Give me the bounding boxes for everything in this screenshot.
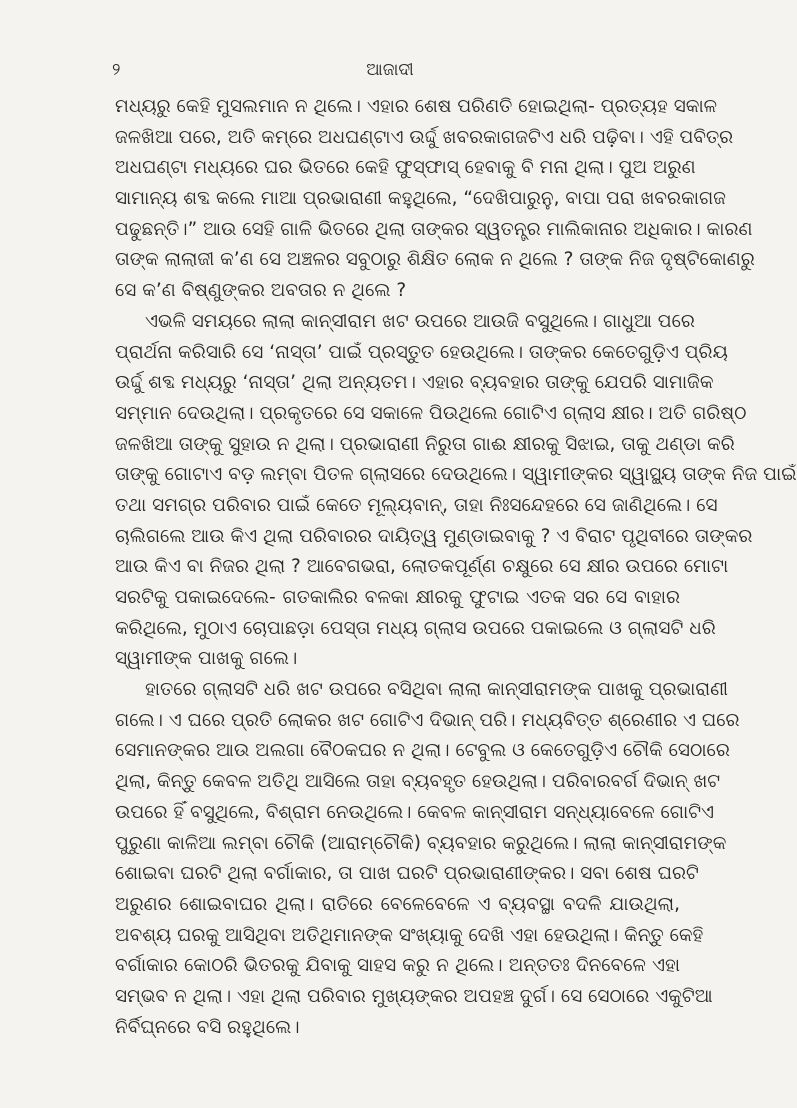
running-title: ଆଜାଦୀ	[366, 60, 414, 80]
text-line: ସେମାନଙ୍କର ଆଉ ଅଲଗା ବୈଠକଘର ନ ଥିଲା। ଟେବୁଲ ଓ କେତେଗୁଡ଼ିଏ ଚୌକି ସେଠାରେ	[115, 740, 730, 762]
text-line: ପ୍ରାର୍ଥନା କରିସାରି ସେ ‘ନାସ୍ତା’ ପାଇଁ ପ୍ରସ୍ତୁତ ହେଉଥିଲେ। ତାଙ୍କର କେତେଗୁଡ଼ିଏ ପ୍ରିୟ	[115, 341, 728, 363]
text-line: ତାଙ୍କ ଲାଲାଜୀ କ’ଣ ସେ ଅଞ୍ଚଳର ସବୁଠାରୁ ଶିକ୍ଷିତ ଲୋକ ନ ଥିଲେ ? ତାଙ୍କ ନିଜ ଦୃଷ୍ଟିକୋଣରୁ	[115, 249, 755, 271]
text-line: ଆଉ କିଏ ବା ନିଜର ଥିଲା ? ଆବେଗଭରା, ଲୋତକପୂର୍ଣ୍ଣ ଚକ୍ଷୁରେ ସେ କ୍ଷୀର ଉପରେ ମୋଟା	[115, 556, 729, 578]
text-line: ତାଙ୍କୁ ଗୋଟାଏ ବଡ଼ ଲମ୍ବା ପିତଳ ଗ୍ଲାସରେ ଦେଉଥିଲେ। ସ୍ୱାମୀଙ୍କର ସ୍ୱାସ୍ଥ୍ୟ ତାଙ୍କ ନିଜ ପାଇଁ	[115, 464, 797, 486]
text-line: ଥିଲା, କିନ୍ତୁ କେବଳ ଅତିଥି ଆସିଲେ ତାହା ବ୍ୟବହୃତ ହେଉଥିଲା। ପରିବାରବର୍ଗ ଦିଭାନ୍ ଖଟ	[115, 771, 721, 793]
text-line: ସରଟିକୁ ପକାଇଦେଲେ- ଗତକାଲିର ବଳକା କ୍ଷୀରକୁ ଫୁଟାଇ ଏତକ ସର ସେ ବାହାର	[115, 587, 680, 608]
text-line: ସମ୍ଭବ ନ ଥିଲା। ଏହା ଥିଲା ପରିବାର ମୁଖ୍ୟଙ୍କର ଅପହଞ୍ଚ ଦୁର୍ଗ। ସେ ସେଠାରେ ଏକୁଟିଆ	[115, 985, 713, 1007]
page-number: ୨	[112, 60, 121, 80]
text-line: ସାମାନ୍ୟ ଶବ୍ଦ କଲେ ମାଆ ପ୍ରଭାରାଣୀ କହୁଥିଲେ, “ଦେଖିପାରୁନୁ, ବାପା ପରା ଖବରକାଗଜ	[115, 188, 726, 210]
text-line: ପୁରୁଣା କାଳିଆ ଲମ୍ବା ଚୌକି (ଆରାମ୍‌ଚୌକି) ବ୍ୟବହାର କରୁଥିଲେ। ଲାଲା କାନ୍‌ସୀରାମଙ୍କ	[115, 832, 727, 854]
text-line: ଗଲେ। ଏ ଘରେ ପ୍ରତି ଲୋକର ଖଟ ଗୋଟିଏ ଦିଭାନ୍ ପରି। ମଧ୍ୟବିତ୍ତ ଶ୍ରେଣୀର ଏ ଘରେ	[115, 709, 740, 731]
text-line: ଉର୍ଦ୍ଦୁ ଶବ୍ଦ ମଧ୍ୟରୁ ‘ନାସ୍ତା’ ଥିଲା ଅନ୍ୟତମ। ଏହାର ବ୍ୟବହାର ତାଙ୍କୁ ଯେପରି ସାମାଜିକ	[115, 372, 714, 394]
text-line: ସେ କ’ଣ ବିଷ୍ଣୁଙ୍କର ଅବତାର ନ ଥିଲେ ?	[115, 280, 407, 302]
text-line: ଜଳଖିଆ ପରେ, ଅତି କମ୍‌ରେ ଅଧଘଣ୍ଟାଏ ଉର୍ଦ୍ଦୁ ଖବରକାଗଜଟିଏ ଧରି ପଢ଼ିବା। ଏହି ପବିତ୍ର	[115, 126, 734, 148]
text-line: କରିଥିଲେ, ମୁଠାଏ ଚୋପାଛଡ଼ା ପେସ୍ତା ମଧ୍ୟ ଗ୍ଲାସ ଉପରେ ପକାଇଲେ ଓ ଗ୍ଲାସଟି ଧରି	[115, 617, 716, 639]
text-line: ଶୋଇବା ଘରଟି ଥିଲା ବର୍ଗାକାର, ତା ପାଖ ଘରଟି ପ୍ରଭାରାଣୀଙ୍କର। ସବା ଶେଷ ଘରଟି	[115, 863, 699, 885]
text-line: ହାତରେ ଗ୍ଲାସଟି ଧରି ଖଟ ଉପରେ ବସିଥିବା ଲାଲା କାନ୍‌ସୀରାମଙ୍କ ପାଖକୁ ପ୍ରଭାରାଣୀ	[145, 679, 729, 701]
text-line: ଜଳଖିଆ ତାଙ୍କୁ ସୁହାଉ ନ ଥିଲା। ପ୍ରଭାରାଣୀ ନିରୁତା ଗାଈ କ୍ଷୀରକୁ ସିଝାଇ, ତାକୁ ଥଣ୍ଡା କରି	[115, 433, 735, 455]
text-line: ଏଭଳି ସମୟରେ ଲାଲା କାନ୍‌ସୀରାମ ଖଟ ଉପରେ ଆଉଜି ବସୁଥିଲେ। ଗାଧୁଆ ପରେ	[145, 310, 695, 332]
text-line: ତଥା ସମଗ୍ର ପରିବାର ପାଇଁ କେତେ ମୂଲ୍ୟବାନ୍, ତାହା ନିଃସନ୍ଦେହରେ ସେ ଜାଣିଥିଲେ। ସେ	[115, 494, 718, 516]
text-line: ମଧ୍ୟରୁ କେହି ମୁସଲମାନ ନ ଥିଲେ। ଏହାର ଶେଷ ପରିଣତି ହୋଇଥିଲା- ପ୍ରତ୍ୟହ ସକାଳ	[115, 96, 718, 117]
text-line: ଅବଶ୍ୟ ଘରକୁ ଆସିଥିବା ଅତିଥିମାନଙ୍କ ସଂଖ୍ୟାକୁ ଦେଖି ଏହା ହେଉଥିଲା। କିନ୍ତୁ କେହି	[115, 924, 704, 946]
text-line: ଚାଲିଗଲେ ଆଉ କିଏ ଥିଲା ପରିବାରର ଦାୟିତ୍ୱ ମୁଣ୍ଡାଇବାକୁ ? ଏ ବିରାଟ ପୃଥିବୀରେ ତାଙ୍କର	[115, 525, 753, 547]
text-line: ନିର୍ବିଘ୍ନରେ ବସି ରହୁଥିଲେ।	[115, 1016, 300, 1038]
text-line: ସ୍ୱାମୀଙ୍କ ପାଖକୁ ଗଲେ।	[115, 648, 298, 670]
text-line: ପଢୁଛନ୍ତି।” ଆଉ ସେହି ଗାଳି ଭିତରେ ଥିଲା ତାଙ୍କର ସ୍ୱତନ୍ତ୍ର ମାଲିକାନାର ଅଧିକାର। କାରଣ	[115, 218, 753, 240]
text-line: ଅଧଘଣ୍ଟା ମଧ୍ୟରେ ଘର ଭିତରେ କେହି ଫୁସ୍‌ଫାସ୍ ହେବାକୁ ବି ମନା ଥିଲା। ପୁଅ ଅରୁଣ	[115, 157, 696, 179]
text-line: ବର୍ଗାକାର କୋଠରି ଭିତରକୁ ଯିବାକୁ ସାହସ କରୁ ନ ଥିଲେ। ଅନ୍ତତଃ ଦିନବେଳେ ଏହା	[115, 955, 680, 977]
text-line: ସମ୍ମାନ ଦେଉଥିଲା। ପ୍ରକୃତରେ ସେ ସକାଳେ ପିଉଥିଲେ ଗୋଟିଏ ଗ୍ଲାସ କ୍ଷୀର। ଅତି ଗରିଷ୍ଠ	[115, 402, 747, 424]
page-body	[115, 92, 797, 1043]
text-line: ଅରୁଣର ଶୋଇବାଘର ଥିଲା। ରାତିରେ ବେଳେବେଳେ ଏ ବ୍ୟବସ୍ଥା ବଦଳି ଯାଉଥିଲା,	[115, 893, 680, 915]
text-line: ଉପରେ ହିଁ ବସୁଥିଲେ, ବିଶ୍ରାମ ନେଉଥିଲେ। କେବଳ କାନ୍‌ସୀରାମ ସନ୍ଧ୍ୟାବେଳେ ଗୋଟିଏ	[115, 801, 715, 823]
